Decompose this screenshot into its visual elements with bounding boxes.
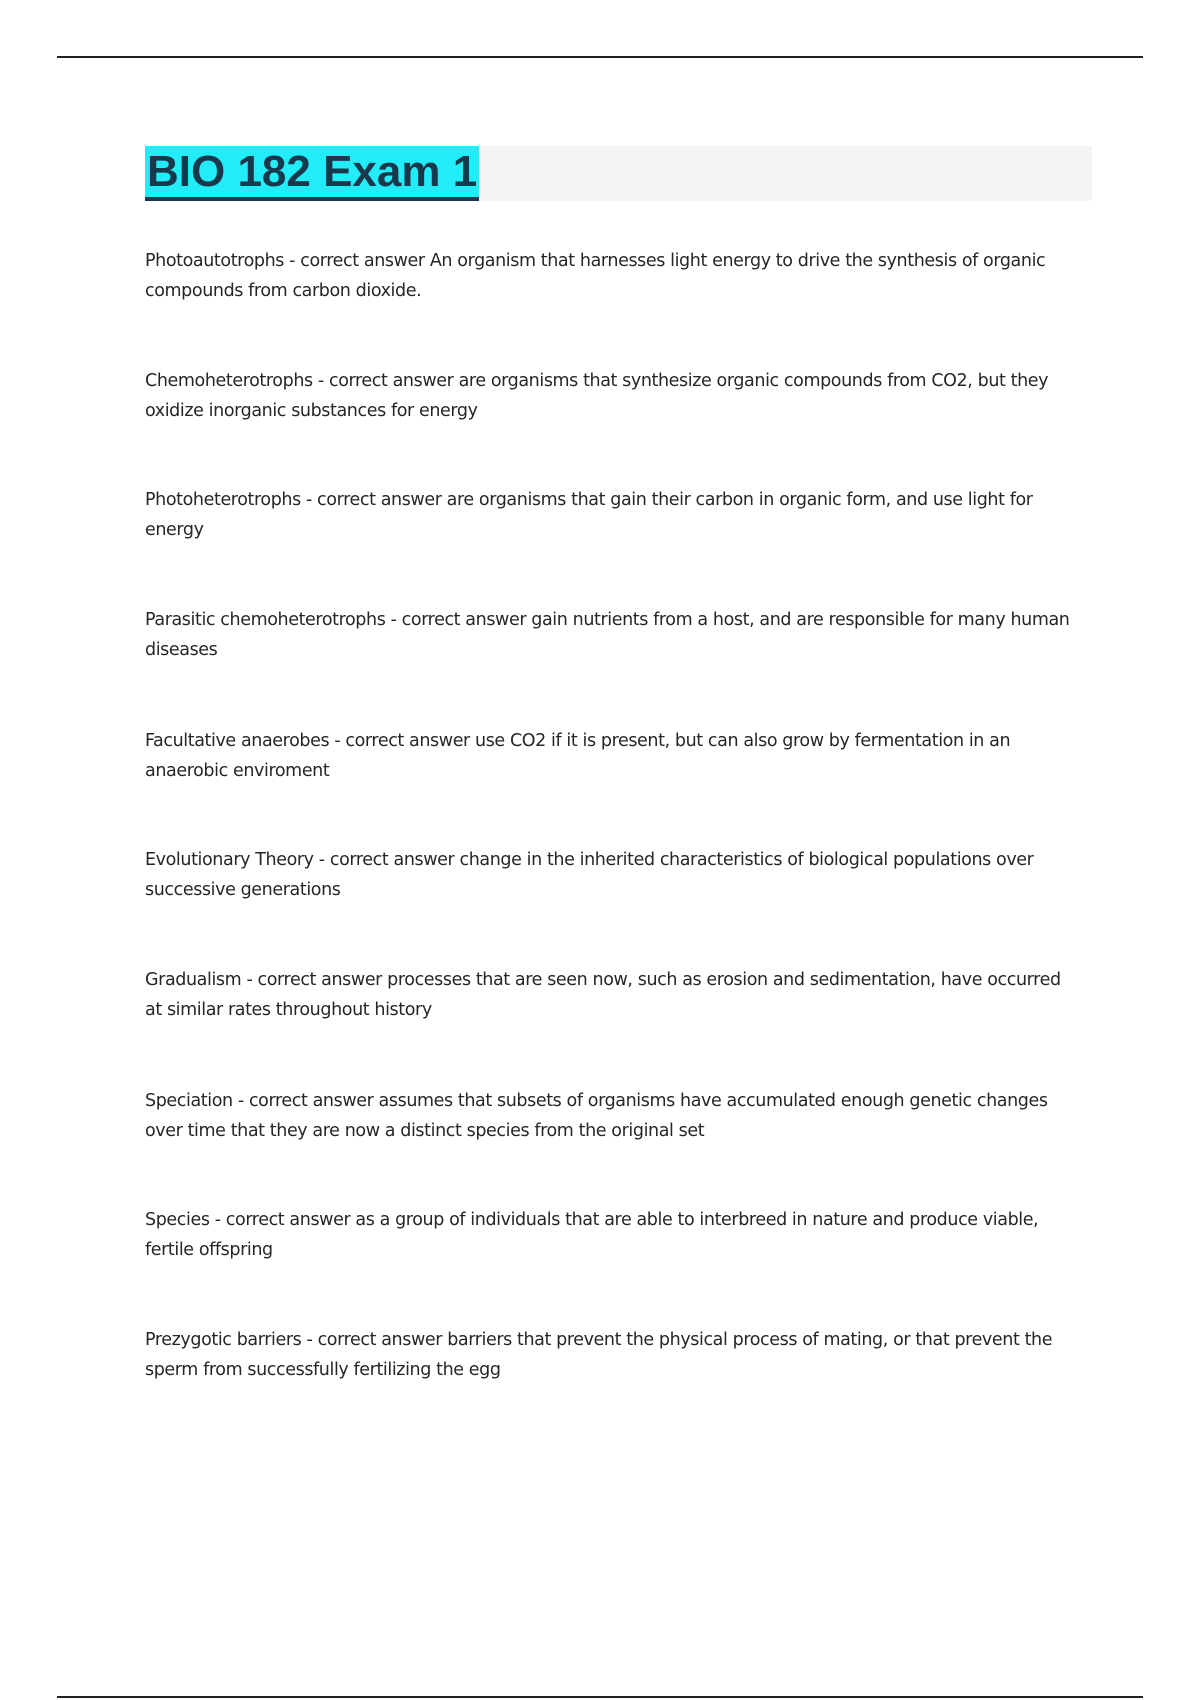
entry-photoheterotrophs: Photoheterotrophs - correct answer are organisms that gain their carbon in organic form, and use light for energy <box>145 490 1033 540</box>
entry-speciation: Speciation - correct answer assumes that subsets of organisms have accumulated enough genetic changes over time that they are now a distinct species from the original set <box>145 1091 1048 1141</box>
entry-parasitic-chemoheterotrophs: Parasitic chemoheterotrophs - correct answer gain nutrients from a host, and are responsible for many human diseases <box>145 610 1070 660</box>
entry-evolutionary-theory: Evolutionary Theory - correct answer change in the inherited characteristics of biological populations over successive generations <box>145 850 1034 900</box>
entry-species: Species - correct answer as a group of individuals that are able to interbreed in nature and produce viable, fertile offspring <box>145 1210 1039 1260</box>
entry-photoautotrophs: Photoautotrophs - correct answer An organism that harnesses light energy to drive the synthesis of organic compounds from carbon dioxide. <box>145 251 1046 301</box>
entry-chemoheterotrophs: Chemoheterotrophs - correct answer are organisms that synthesize organic compounds from CO2, but they oxidize inorganic substances for energy <box>145 371 1049 421</box>
entry-prezygotic-barriers: Prezygotic barriers - correct answer barriers that prevent the physical process of mating, or that prevent the sperm from successfully fertilizing the egg <box>145 1330 1053 1380</box>
top-rule <box>57 56 1143 58</box>
entry-facultative-anaerobes: Facultative anaerobes - correct answer use CO2 if it is present, but can also grow by fermentation in an anaerobic enviroment <box>145 731 1011 781</box>
entry-gradualism: Gradualism - correct answer processes that are seen now, such as erosion and sedimentation, have occurred at similar rates throughout history <box>145 970 1061 1020</box>
document-title: BIO 182 Exam 1 <box>145 146 479 201</box>
bottom-rule <box>57 1696 1143 1698</box>
